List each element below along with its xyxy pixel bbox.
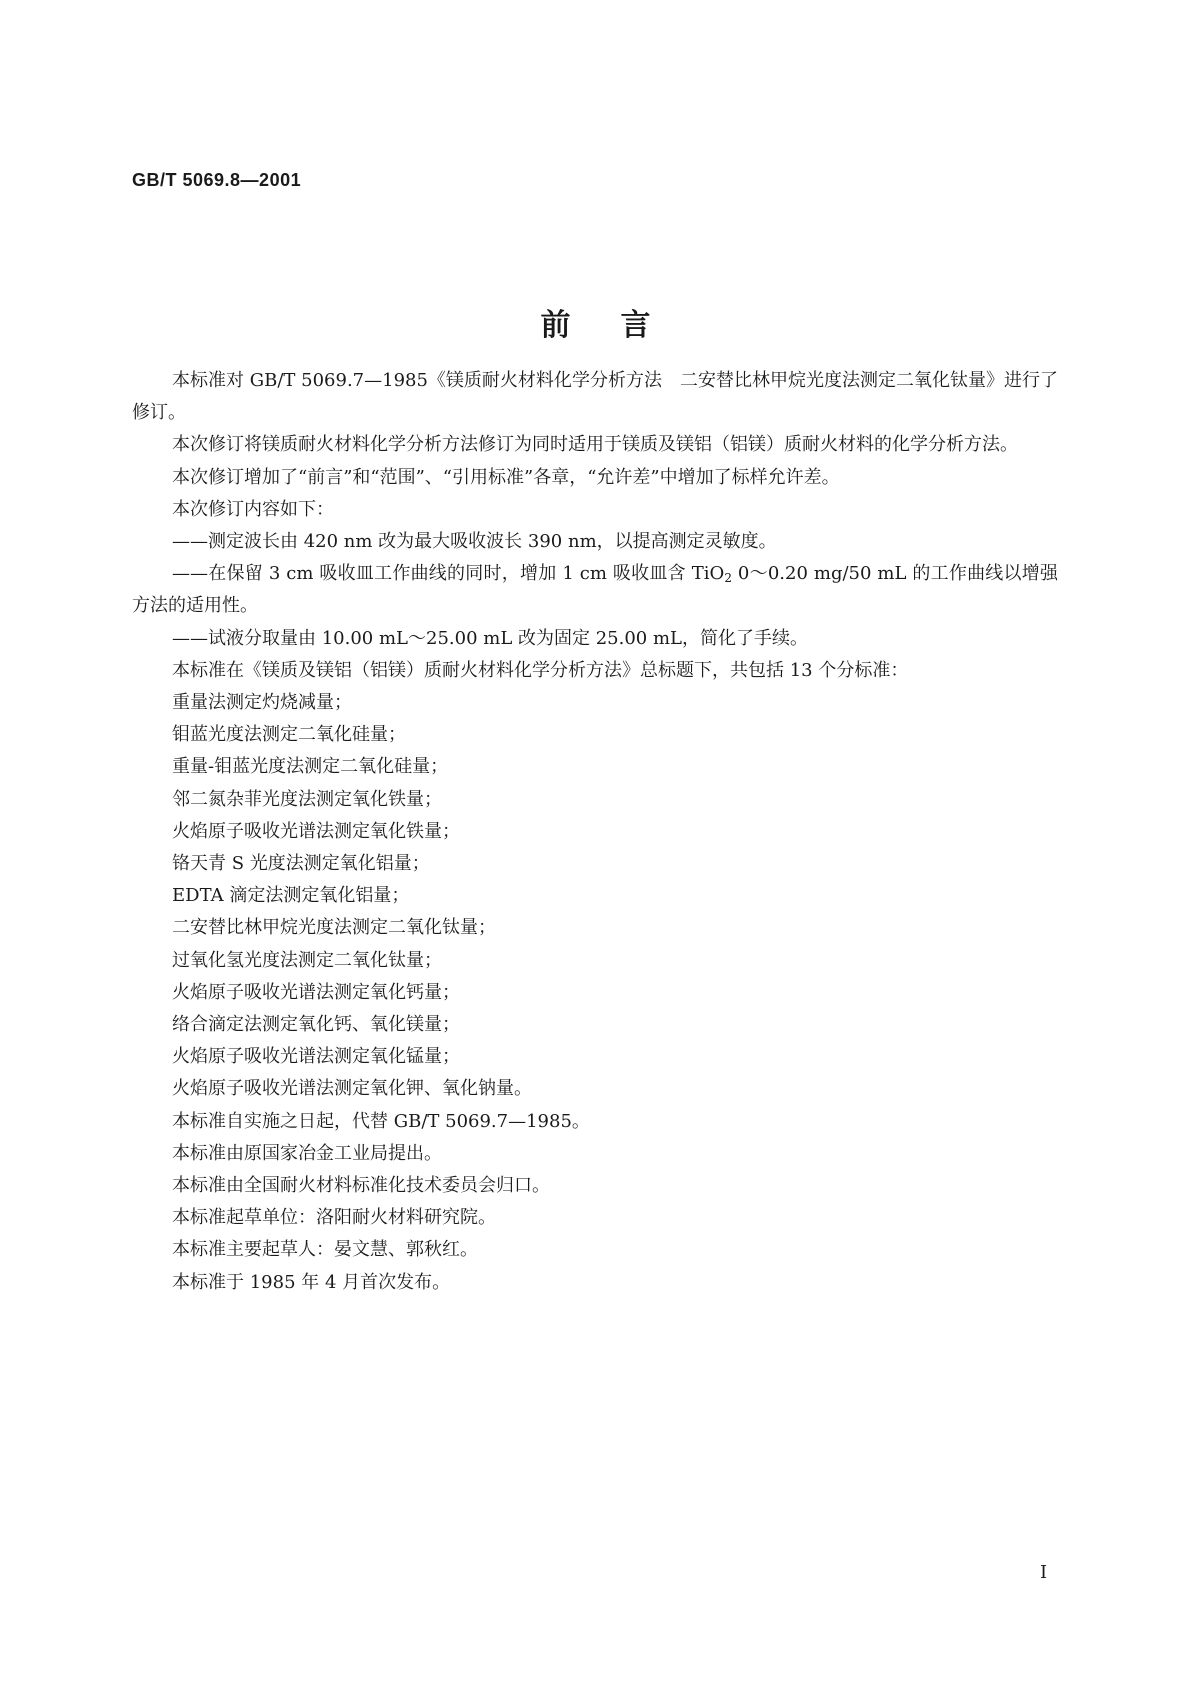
paragraph: 本标准在《镁质及镁铝（铝镁）质耐火材料化学分析方法》总标题下，共包括 13 个分标准： — [172, 659, 909, 681]
paragraph-part: ——在保留 3 cm 吸收皿工作曲线的同时，增加 1 cm 吸收皿含 TiO — [172, 563, 725, 585]
paragraph: 本标准于 1985 年 4 月首次发布。 — [172, 1271, 451, 1293]
list-item: 重量-钼蓝光度法测定二氧化硅量； — [172, 756, 449, 778]
paragraph — [132, 558, 1058, 622]
standard-code: GB/T 5069.8—2001 — [132, 170, 302, 190]
paragraph: ——试液分取量由 10.00 mL～25.00 mL 改为固定 25.00 mL，简化了手续。 — [172, 627, 808, 649]
paragraph: 本次修订将镁质耐火材料化学分析方法修订为同时适用于镁质及镁铝（铝镁）质耐火材料的化学分析方法。 — [172, 434, 1018, 456]
paragraph: 本标准主要起草人：晏文慧、郭秋红。 — [172, 1239, 478, 1261]
list-item: 过氧化氢光度法测定二氧化钛量； — [172, 949, 442, 971]
paragraph: 本次修订增加了“前言”和“范围”、“引用标准”各章，“允许差”中增加了标样允许差。 — [172, 466, 840, 488]
page-title: 前言 — [540, 308, 701, 343]
list-item: 火焰原子吸收光谱法测定氧化铁量； — [172, 820, 460, 842]
list-item: 火焰原子吸收光谱法测定氧化钾、氧化钠量。 — [172, 1078, 532, 1100]
list-item: 铬天青 S 光度法测定氧化铝量； — [172, 853, 430, 875]
paragraph-part: 0～0.20 mg/50 mL 的工作曲线以增强方法的适用性。 — [132, 563, 1059, 617]
list-item: 二安替比林甲烷光度法测定二氧化钛量； — [172, 917, 496, 939]
paragraph: ——测定波长由 420 nm 改为最大吸收波长 390 nm，以提高测定灵敏度。 — [172, 531, 777, 553]
paragraph: 本标准由原国家冶金工业局提出。 — [172, 1142, 442, 1164]
paragraph: 本标准自实施之日起，代替 GB/T 5069.7—1985。 — [172, 1110, 590, 1132]
list-item: 火焰原子吸收光谱法测定氧化钙量； — [172, 981, 460, 1003]
paragraph: 本标准由全国耐火材料标准化技术委员会归口。 — [172, 1175, 550, 1197]
paragraph: 本次修订内容如下： — [172, 498, 334, 520]
list-item: 重量法测定灼烧减量； — [172, 692, 352, 714]
paragraph: 本标准起草单位：洛阳耐火材料研究院。 — [172, 1207, 496, 1229]
list-item: 邻二氮杂菲光度法测定氧化铁量； — [172, 788, 442, 810]
list-item: 钼蓝光度法测定二氧化硅量； — [172, 724, 406, 746]
list-item: 火焰原子吸收光谱法测定氧化锰量； — [172, 1046, 460, 1068]
subscript: 2 — [724, 571, 732, 586]
paragraph: 本标准对 GB/T 5069.7—1985《镁质耐火材料化学分析方法 二安替比林甲烷光度法测定二氧化钛量》进行了修订。 — [132, 370, 1058, 424]
body-text — [132, 365, 1058, 1299]
list-item: 络合滴定法测定氧化钙、氧化镁量； — [172, 1014, 460, 1036]
page-number: I — [1040, 1562, 1048, 1583]
list-item: EDTA 滴定法测定氧化铝量； — [172, 885, 410, 907]
